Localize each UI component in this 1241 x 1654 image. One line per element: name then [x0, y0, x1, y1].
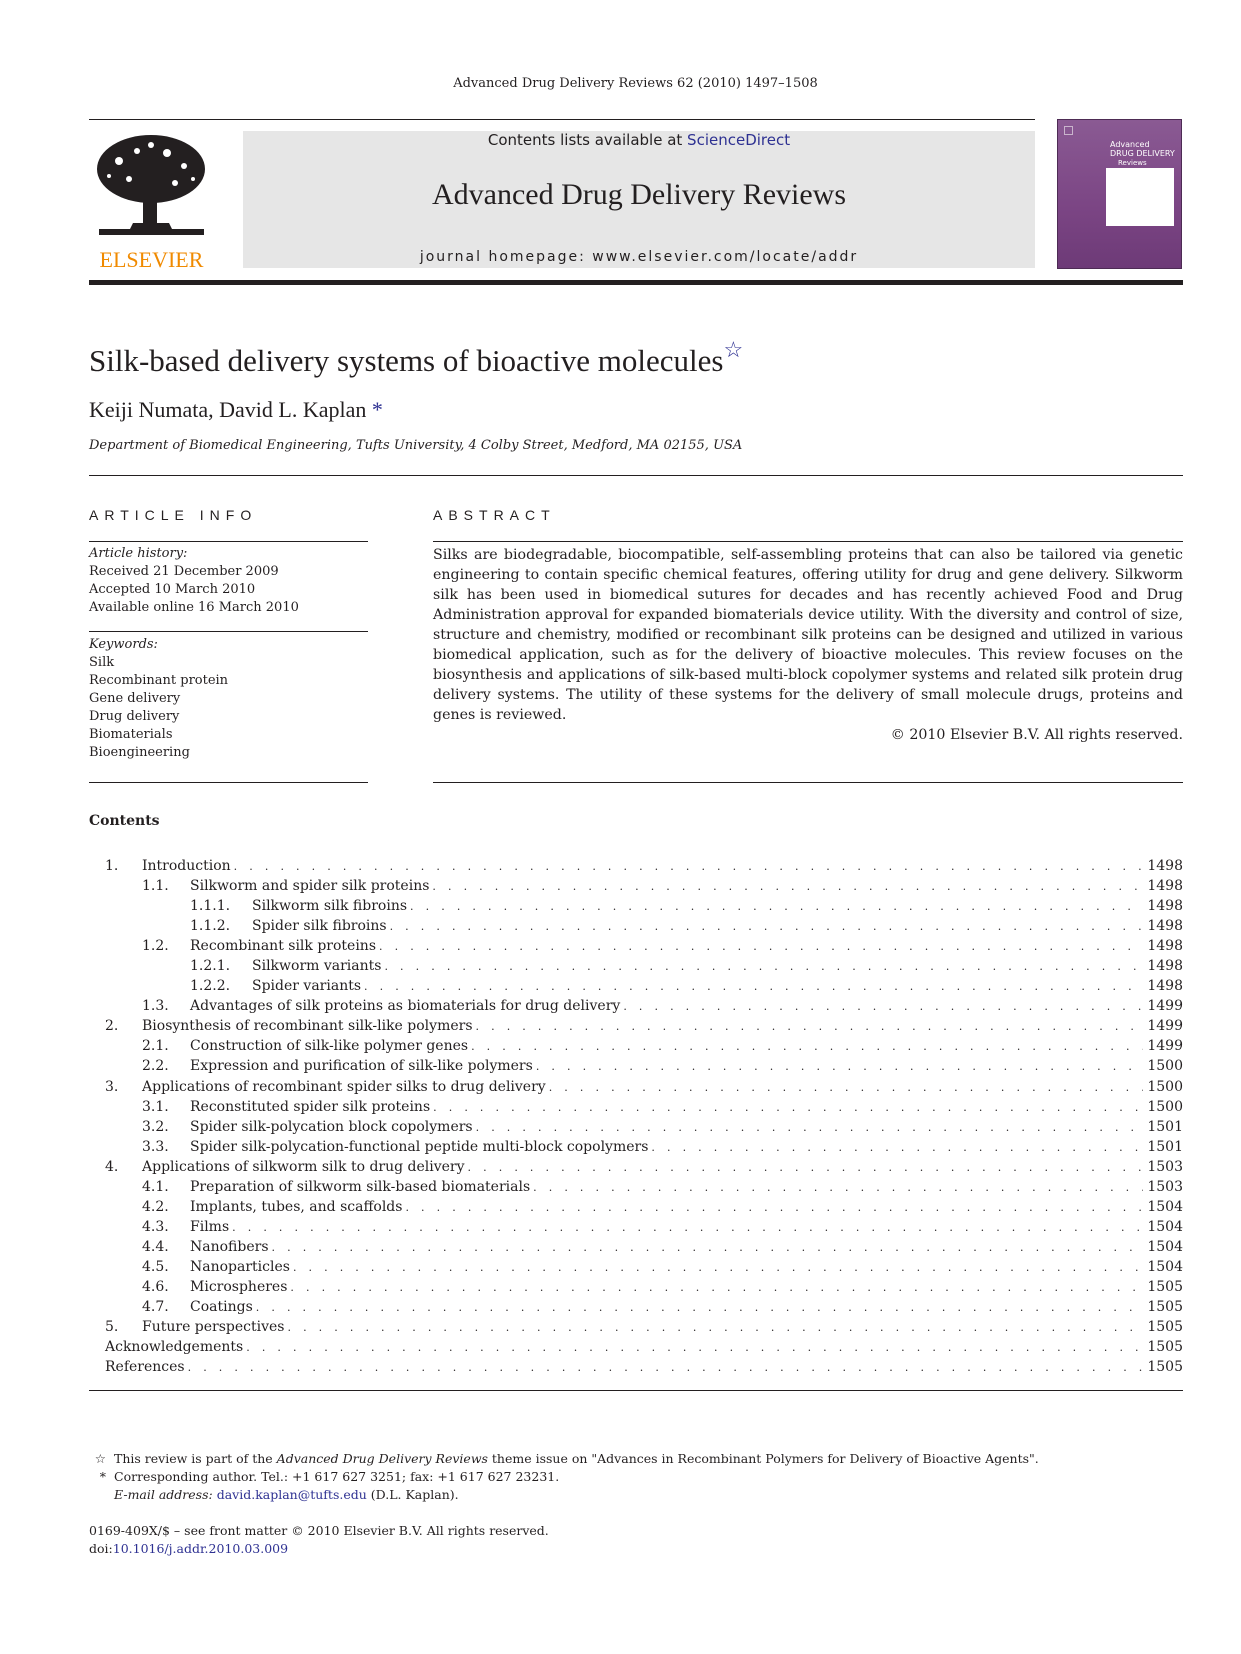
- affiliation: Department of Biomedical Engineering, Tufts University, 4 Colby Street, Medford, MA 02155, USA: [89, 438, 743, 453]
- toc-page: 1499: [1147, 1018, 1183, 1035]
- toc-leader: [288, 1318, 1144, 1338]
- toc-leader: [384, 957, 1143, 977]
- elsevier-logo[interactable]: [89, 131, 214, 273]
- footnote-star-mark: ☆: [94, 1451, 106, 1466]
- toc-page: 1498: [1147, 978, 1183, 995]
- toc-leader: [476, 1118, 1144, 1138]
- toc-leader: [256, 1298, 1144, 1318]
- toc-page: 1504: [1147, 1198, 1183, 1215]
- running-head: Advanced Drug Delivery Reviews 62 (2010) 1497–1508: [453, 76, 818, 91]
- toc-leader: [536, 1057, 1144, 1077]
- toc-entry[interactable]: [89, 1337, 1183, 1357]
- doi-link[interactable]: 10.1016/j.addr.2010.03.009: [112, 1541, 289, 1556]
- toc-title: Films: [190, 1217, 232, 1237]
- article-title: [89, 337, 744, 379]
- toc-title: Spider silk-polycation-functional peptide multi-block copolymers: [190, 1137, 651, 1157]
- toc-entry[interactable]: [89, 1357, 1183, 1377]
- footnote-email: [89, 1486, 459, 1504]
- toc-title: Silkworm variants: [252, 956, 384, 976]
- keywords: [89, 636, 228, 762]
- toc-title: Reconstituted spider silk proteins: [190, 1097, 433, 1117]
- doi-label: doi:: [89, 1541, 113, 1556]
- toc-title: Applications of silkworm silk to drug delivery: [142, 1157, 468, 1177]
- toc-entry[interactable]: [89, 1016, 1183, 1036]
- toc-entry[interactable]: [89, 1217, 1183, 1237]
- toc-number: 1.1.1.: [190, 898, 231, 915]
- keyword: Drug delivery: [89, 709, 180, 724]
- toc-page: 1498: [1147, 958, 1183, 975]
- toc-title: Nanoparticles: [190, 1257, 293, 1277]
- toc-number: 1.2.2.: [190, 978, 231, 995]
- received-date: Received 21 December 2009: [89, 564, 279, 579]
- toc-number: 4.5.: [142, 1258, 169, 1275]
- toc-page: 1499: [1147, 1038, 1183, 1055]
- toc-entry[interactable]: [89, 1077, 1183, 1097]
- contents-prefix: Contents lists available at: [487, 131, 688, 149]
- abstract-body: [433, 545, 1183, 745]
- toc-leader: [272, 1238, 1144, 1258]
- article-info-heading: ARTICLE INFO: [89, 507, 258, 523]
- contents-heading: Contents: [89, 813, 160, 829]
- toc-leader: [188, 1358, 1144, 1378]
- toc-leader: [246, 1338, 1143, 1358]
- toc-leader: [390, 917, 1144, 937]
- accepted-date: Accepted 10 March 2010: [89, 582, 256, 597]
- toc-page: 1504: [1147, 1258, 1183, 1275]
- toc-number: 1.: [105, 858, 119, 874]
- toc-entry[interactable]: [89, 1056, 1183, 1076]
- toc-leader: [433, 1098, 1143, 1118]
- footnote-star-pre: This review is part of the: [114, 1451, 277, 1466]
- toc-entry[interactable]: [89, 1117, 1183, 1137]
- toc-entry[interactable]: [89, 976, 1183, 996]
- footnote-asterisk-mark: *: [99, 1469, 106, 1484]
- toc-page: 1505: [1147, 1359, 1183, 1376]
- toc-leader: [290, 1278, 1143, 1298]
- toc-title: Construction of silk-like polymer genes: [190, 1036, 471, 1056]
- toc-title: Microspheres: [190, 1277, 290, 1297]
- toc-entry[interactable]: [89, 936, 1183, 956]
- toc-title: Spider silk fibroins: [252, 916, 390, 936]
- toc-entry[interactable]: [89, 1157, 1183, 1177]
- email-suffix: (D.L. Kaplan).: [366, 1487, 459, 1502]
- toc-page: 1505: [1147, 1278, 1183, 1295]
- toc-leader: [471, 1037, 1143, 1057]
- toc-title: Preparation of silkworm silk-based biomaterials: [190, 1177, 533, 1197]
- affiliation-rule: [89, 475, 1183, 476]
- toc-leader: [379, 937, 1143, 957]
- issn-line: 0169-409X/$ – see front matter © 2010 Elsevier B.V. All rights reserved.: [89, 1523, 549, 1538]
- toc-title: Applications of recombinant spider silks to drug delivery: [142, 1077, 549, 1097]
- keyword: Gene delivery: [89, 691, 181, 706]
- toc-entry[interactable]: [89, 1257, 1183, 1277]
- header-rule: [89, 119, 1035, 120]
- toc-entry[interactable]: [89, 1097, 1183, 1117]
- toc-title: Recombinant silk proteins: [190, 936, 379, 956]
- toc-page: 1500: [1147, 1098, 1183, 1115]
- toc-leader: [410, 897, 1143, 917]
- contents-end-rule: [89, 1390, 1183, 1391]
- toc-leader: [533, 1178, 1143, 1198]
- toc-title: References: [105, 1357, 188, 1377]
- journal-masthead: [243, 131, 1035, 268]
- toc-title: Nanofibers: [190, 1237, 272, 1257]
- toc-page: 1498: [1147, 918, 1183, 935]
- toc-leader: [468, 1158, 1144, 1178]
- table-of-contents: [89, 856, 1183, 1377]
- toc-number: 3.1.: [142, 1098, 169, 1115]
- toc-entry[interactable]: [89, 856, 1183, 876]
- toc-entry[interactable]: [89, 1277, 1183, 1297]
- toc-number: 4.2.: [142, 1198, 169, 1215]
- corresponding-author-mark[interactable]: *: [371, 397, 383, 422]
- toc-leader: [293, 1258, 1143, 1278]
- toc-entry[interactable]: [89, 1137, 1183, 1157]
- toc-number: 4.6.: [142, 1278, 169, 1295]
- article-history: [89, 545, 299, 617]
- footnote-journal: Advanced Drug Delivery Reviews: [276, 1451, 488, 1466]
- author-names: Keiji Numata, David L. Kaplan: [89, 397, 367, 422]
- journal-cover[interactable]: [1057, 119, 1182, 269]
- toc-leader: [651, 1138, 1143, 1158]
- toc-title: Introduction: [142, 856, 234, 876]
- toc-number: 2.1.: [142, 1038, 169, 1055]
- toc-title: Silkworm and spider silk proteins: [190, 876, 432, 896]
- article-info-end-rule: [89, 782, 368, 783]
- keywords-label: Keywords:: [89, 637, 158, 652]
- abstract-end-rule: [433, 782, 1183, 783]
- toc-entry[interactable]: [89, 1177, 1183, 1197]
- footnote-theme-issue: [89, 1450, 1039, 1468]
- keyword: Biomaterials: [89, 727, 173, 742]
- footnote-star-post: theme issue on "Advances in Recombinant Polymers for Delivery of Bioactive Agents".: [487, 1451, 1039, 1466]
- toc-number: 2.: [105, 1018, 119, 1035]
- toc-number: 1.1.2.: [190, 918, 231, 935]
- history-label: Article history:: [89, 546, 188, 561]
- toc-page: 1505: [1147, 1319, 1183, 1336]
- cover-line3: Reviews: [1118, 159, 1147, 167]
- contents-available: [243, 131, 1035, 149]
- toc-leader: [549, 1078, 1144, 1098]
- email-link[interactable]: david.kaplan@tufts.edu: [216, 1487, 367, 1502]
- toc-entry[interactable]: [89, 876, 1183, 896]
- toc-page: 1501: [1147, 1138, 1183, 1155]
- authors: [89, 397, 383, 423]
- toc-page: 1503: [1147, 1158, 1183, 1175]
- toc-title: Future perspectives: [142, 1317, 288, 1337]
- toc-entry[interactable]: [89, 1197, 1183, 1217]
- toc-leader: [405, 1198, 1143, 1218]
- doi-line: [89, 1540, 549, 1558]
- toc-number: 3.2.: [142, 1118, 169, 1135]
- footnote-corresponding: [89, 1468, 559, 1486]
- abstract-heading: ABSTRACT: [433, 507, 556, 523]
- journal-homepage[interactable]: journal homepage: www.elsevier.com/locate/addr: [419, 249, 859, 265]
- toc-page: 1499: [1147, 998, 1183, 1015]
- abstract-rule: [433, 541, 1183, 542]
- toc-entry[interactable]: [89, 1317, 1183, 1337]
- toc-entry[interactable]: [89, 1297, 1183, 1317]
- toc-title: Expression and purification of silk-like polymers: [190, 1056, 536, 1076]
- keyword: Recombinant protein: [89, 673, 229, 688]
- toc-title: Spider silk-polycation block copolymers: [190, 1117, 476, 1137]
- toc-number: 2.2.: [142, 1058, 169, 1075]
- sciencedirect-link[interactable]: ScienceDirect: [687, 131, 791, 149]
- toc-number: 4.3.: [142, 1218, 169, 1235]
- toc-entry[interactable]: [89, 1036, 1183, 1056]
- keyword: Silk: [89, 655, 115, 670]
- toc-number: 4.4.: [142, 1238, 169, 1255]
- cover-image: [1106, 168, 1174, 226]
- toc-title: Coatings: [190, 1297, 256, 1317]
- toc-leader: [232, 1218, 1143, 1238]
- toc-title: Advantages of silk proteins as biomaterials for drug delivery: [190, 996, 623, 1016]
- cover-line2: DRUG DELIVERY: [1110, 149, 1175, 158]
- toc-page: 1504: [1147, 1238, 1183, 1255]
- toc-entry[interactable]: [89, 896, 1183, 916]
- journal-title: Advanced Drug Delivery Reviews: [431, 178, 847, 211]
- toc-entry[interactable]: [89, 916, 1183, 936]
- toc-page: 1500: [1147, 1078, 1183, 1095]
- toc-page: 1504: [1147, 1218, 1183, 1235]
- email-label: E-mail address:: [114, 1487, 213, 1502]
- elsevier-wordmark: ELSEVIER: [99, 247, 204, 272]
- toc-page: 1505: [1147, 1299, 1183, 1316]
- article-title-text: Silk-based delivery systems of bioactive molecules: [89, 343, 724, 378]
- toc-number: 1.2.1.: [190, 958, 231, 975]
- masthead-rule: [89, 280, 1183, 285]
- keyword: Bioengineering: [89, 745, 190, 760]
- toc-leader: [623, 997, 1143, 1017]
- toc-page: 1498: [1147, 898, 1183, 915]
- toc-number: 3.: [105, 1078, 119, 1095]
- toc-page: 1503: [1147, 1178, 1183, 1195]
- toc-page: 1505: [1147, 1339, 1183, 1356]
- title-footnote-mark[interactable]: ☆: [723, 337, 744, 362]
- abstract-copyright: © 2010 Elsevier B.V. All rights reserved.: [890, 727, 1183, 743]
- toc-number: 3.3.: [142, 1138, 169, 1155]
- toc-title: Silkworm silk fibroins: [252, 896, 410, 916]
- toc-leader: [476, 1017, 1144, 1037]
- toc-title: Implants, tubes, and scaffolds: [190, 1197, 405, 1217]
- toc-page: 1500: [1147, 1058, 1183, 1075]
- toc-number: 4.: [105, 1158, 119, 1175]
- toc-number: 1.3.: [142, 998, 169, 1015]
- toc-entry[interactable]: [89, 1237, 1183, 1257]
- online-date: Available online 16 March 2010: [89, 600, 299, 615]
- tree-icon: [89, 131, 214, 243]
- toc-page: 1498: [1147, 858, 1183, 874]
- cover-line1: Advanced: [1110, 140, 1150, 149]
- toc-title: Acknowledgements: [105, 1337, 246, 1357]
- abstract-text: Silks are biodegradable, biocompatible, self-assembling proteins that can also be tailored via genetic engineering to contain specific chemical features, offering utility for drug and gene delivery. Silkworm silk has been used in biomedical sutures for decades and has recently achieved Food and Drug Administration approval for expanded biomaterials device utility. With the diversity and control of size, structure and chemistry, modified or recombinant silk proteins can be designed and utilized in various biomedical application, such as for the delivery of bioactive molecules. This review focuses on the biosynthesis and applications of silk-based multi-block copolymer systems and related silk protein drug delivery systems. The utility of these systems for the delivery of small molecule drugs, proteins and genes is reviewed.: [433, 547, 1183, 723]
- toc-page: 1501: [1147, 1118, 1183, 1135]
- toc-leader: [364, 977, 1143, 997]
- toc-entry[interactable]: [89, 956, 1183, 976]
- toc-page: 1498: [1147, 938, 1183, 955]
- toc-number: 5.: [105, 1319, 119, 1336]
- toc-number: 4.7.: [142, 1299, 169, 1316]
- keywords-rule: [89, 631, 368, 632]
- toc-number: 1.2.: [142, 938, 169, 955]
- toc-page: 1498: [1147, 878, 1183, 895]
- toc-leader: [432, 877, 1143, 897]
- toc-title: Biosynthesis of recombinant silk-like polymers: [142, 1016, 476, 1036]
- toc-number: 1.1.: [142, 878, 169, 895]
- toc-leader: [234, 857, 1144, 877]
- article-info-rule: [89, 541, 368, 542]
- toc-number: 4.1.: [142, 1178, 169, 1195]
- cover-logo-icon: [1064, 126, 1073, 135]
- toc-title: Spider variants: [252, 976, 364, 996]
- corresponding-author-text: Corresponding author. Tel.: +1 617 627 3251; fax: +1 617 627 23231.: [114, 1469, 560, 1484]
- front-matter-block: [89, 1522, 549, 1558]
- toc-entry[interactable]: [89, 996, 1183, 1016]
